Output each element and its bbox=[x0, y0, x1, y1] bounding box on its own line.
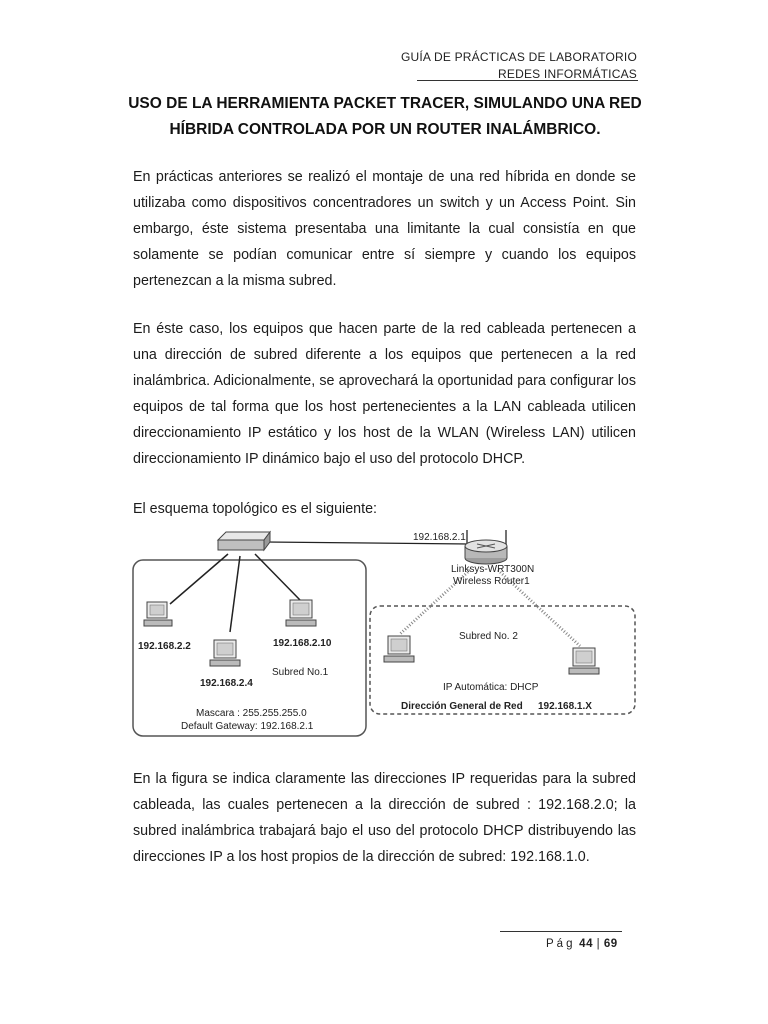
pc-icon bbox=[210, 640, 240, 666]
paragraph-intro: En prácticas anteriores se realizó el montaje de una red híbrida en donde se utilizaba como dispositivos concentradores un switch y un Access Point. Sin embargo, éste sistema presentaba una limitante la cual consistía en que solamente se podían comunicar entre sí siempre y cuando los equipos pertenezcan a la misma subred. bbox=[133, 169, 636, 289]
router-model-label: Linksys-WRT300N bbox=[451, 564, 535, 575]
title-line-1: USO DE LA HERRAMIENTA PACKET TRACER, SIMULANDO UNA RED bbox=[128, 95, 642, 112]
subnet-2-label: Subred No. 2 bbox=[459, 631, 518, 642]
footer-page-total: 69 bbox=[603, 938, 618, 950]
router-ip-label: 192.168.2.1 bbox=[413, 532, 466, 543]
router-name-label: Wireless Router1 bbox=[453, 576, 530, 587]
page-header bbox=[401, 49, 637, 83]
pc-icon bbox=[144, 602, 172, 626]
subnet-1-label: Subred No.1 bbox=[272, 667, 329, 678]
switch-icon bbox=[218, 532, 270, 550]
topology-diagram bbox=[130, 522, 640, 740]
paragraph-explanation: En la figura se indica claramente las direcciones IP requeridas para la subred cableada, las cuales pertenecen a la dirección de subred : 192.168.2.0; la subred inalámbrica trabajará bajo el uso del protocolo DHCP distribuyendo las direcciones IP a los host propios de la dirección de subred: 192.168.1.0. bbox=[133, 771, 636, 865]
header-rule bbox=[417, 80, 638, 81]
pc3-ip-label: 192.168.2.10 bbox=[273, 638, 332, 649]
cable-switch-pc1 bbox=[170, 554, 228, 604]
network-label: Dirección General de Red bbox=[401, 701, 523, 712]
paragraph-schema-intro: El esquema topológico es el siguiente: bbox=[133, 501, 377, 517]
footer-separator: | bbox=[596, 938, 601, 950]
document-title bbox=[60, 91, 710, 143]
footer-page-current: 44 bbox=[579, 938, 593, 950]
header-line-1: GUÍA DE PRÁCTICAS DE LABORATORIO bbox=[400, 50, 637, 64]
network-value: 192.168.1.X bbox=[538, 701, 592, 712]
paragraph-description: En éste caso, los equipos que hacen parte de la red cableada pertenecen a una dirección de subred diferente a los equipos que pertenecen a la red inalámbrica. Adicionalmente, se aprovechará la oportunidad para configurar los equipos de tal forma que los host pertenecientes a la LAN cableada utilicen direccionamiento IP estático y los host de la WLAN (Wireless LAN) utilicen direccionamiento IP dinámico bajo el uso del protocolo DHCP. bbox=[133, 321, 636, 467]
header-line-2: REDES INFORMÁTICAS bbox=[498, 67, 637, 81]
gateway-label: Default Gateway: 192.168.2.1 bbox=[181, 721, 314, 732]
pc-icon bbox=[286, 600, 316, 626]
footer-rule bbox=[500, 931, 622, 932]
pc1-ip-label: 192.168.2.2 bbox=[138, 641, 191, 652]
ip-auto-label: IP Automática: DHCP bbox=[443, 682, 539, 693]
pc-icon bbox=[384, 636, 414, 662]
pc-icon bbox=[569, 648, 599, 674]
footer-pag-label: Pág bbox=[546, 938, 576, 950]
page-footer bbox=[546, 938, 618, 950]
mask-label: Mascara : 255.255.255.0 bbox=[196, 708, 307, 719]
cable-switch-pc2 bbox=[230, 556, 240, 632]
cable-switch-pc3 bbox=[255, 554, 300, 600]
pc2-ip-label: 192.168.2.4 bbox=[200, 678, 253, 689]
router-icon bbox=[465, 530, 507, 564]
title-line-2: HÍBRIDA CONTROLADA POR UN ROUTER INALÁMBRICO. bbox=[169, 121, 601, 138]
